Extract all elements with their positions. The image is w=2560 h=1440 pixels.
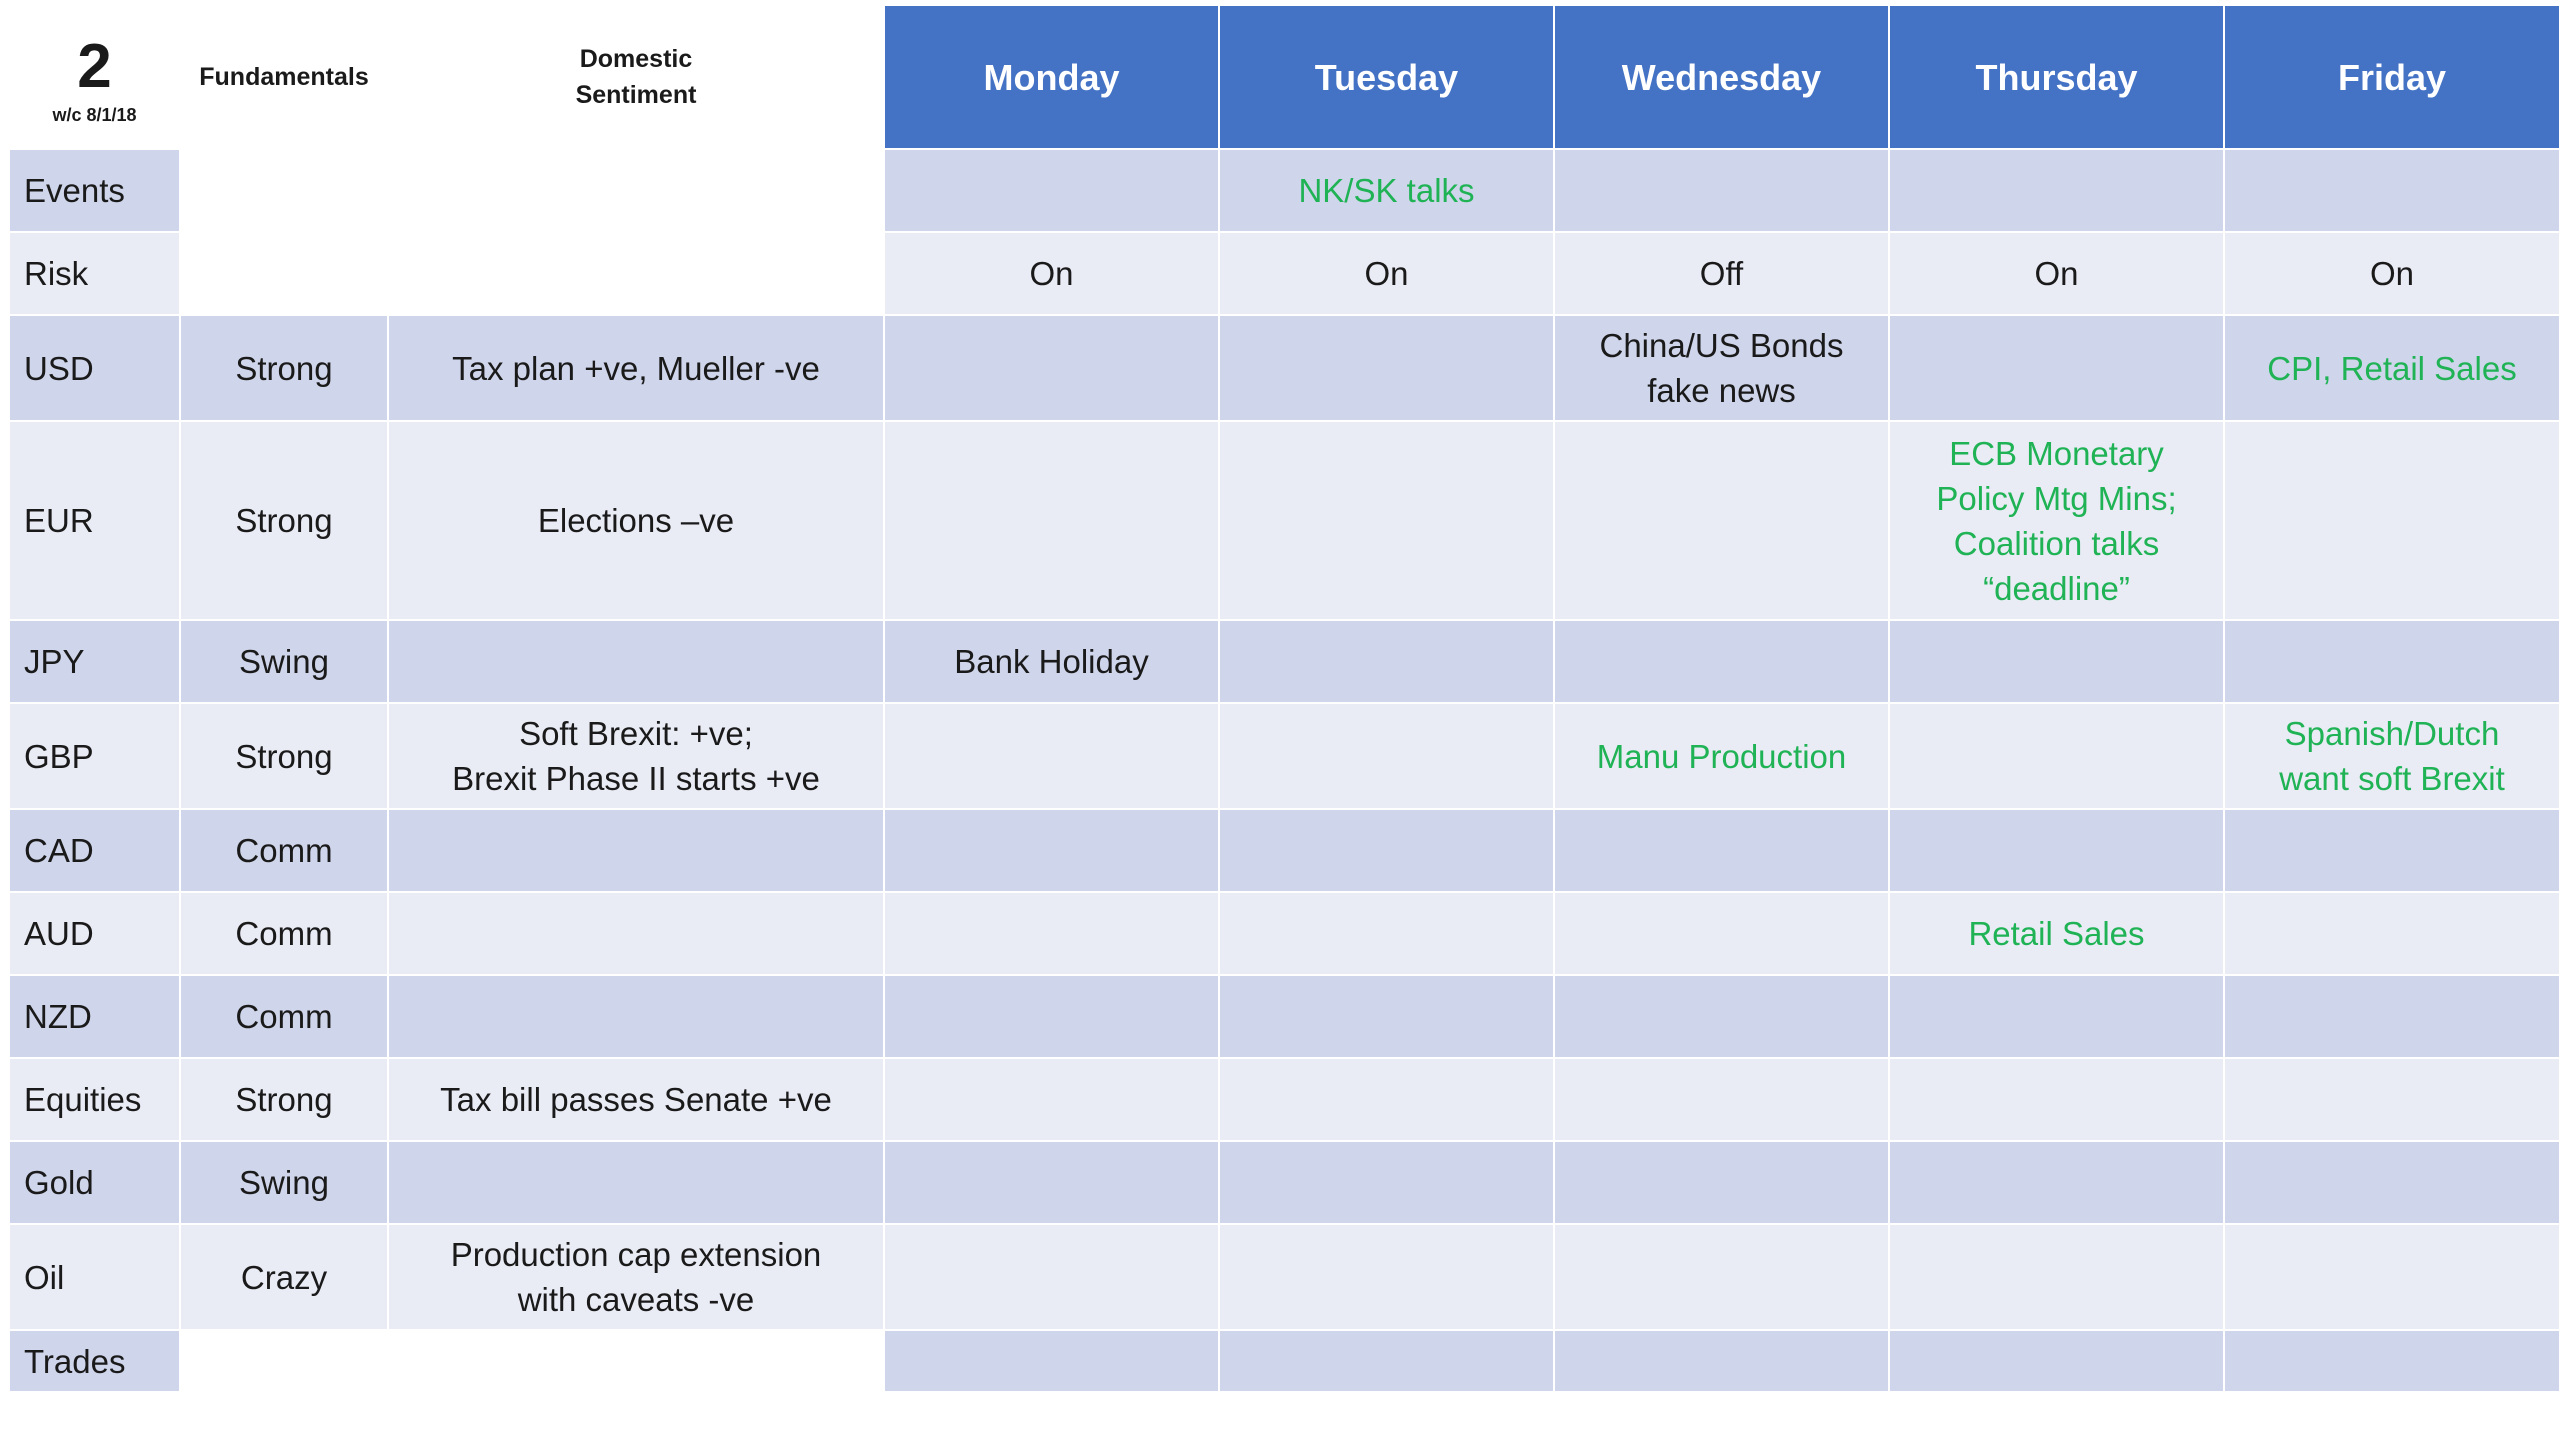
aud-fundamentals: Comm [181, 893, 387, 974]
eur-sentiment: Elections –ve [389, 422, 883, 619]
equities-tuesday [1220, 1059, 1553, 1140]
domestic-sentiment-header: Domestic Sentiment [389, 6, 883, 148]
row-label-trades: Trades [10, 1331, 179, 1391]
cad-fundamentals: Comm [181, 810, 387, 891]
oil-friday [2225, 1225, 2559, 1329]
gbp-wednesday: Manu Production [1555, 704, 1888, 808]
equities-friday [2225, 1059, 2559, 1140]
usd-fundamentals: Strong [181, 316, 387, 420]
eur-thursday: ECB Monetary Policy Mtg Mins; Coalition talks “deadline” [1890, 422, 2223, 619]
risk-friday: On [2225, 233, 2559, 314]
events-tuesday: NK/SK talks [1220, 150, 1553, 231]
usd-thursday [1890, 316, 2223, 420]
jpy-fundamentals: Swing [181, 621, 387, 702]
row-label-oil: Oil [10, 1225, 179, 1329]
trades-wednesday [1555, 1331, 1888, 1391]
row-label-jpy: JPY [10, 621, 179, 702]
usd-sentiment: Tax plan +ve, Mueller -ve [389, 316, 883, 420]
gbp-monday [885, 704, 1218, 808]
oil-thursday [1890, 1225, 2223, 1329]
cad-friday [2225, 810, 2559, 891]
equities-sentiment: Tax bill passes Senate +ve [389, 1059, 883, 1140]
row-label-risk: Risk [10, 233, 179, 314]
equities-thursday [1890, 1059, 2223, 1140]
risk-monday: On [885, 233, 1218, 314]
trades-friday [2225, 1331, 2559, 1391]
day-header-thursday: Thursday [1890, 6, 2223, 148]
gbp-tuesday [1220, 704, 1553, 808]
aud-sentiment [389, 893, 883, 974]
jpy-sentiment [389, 621, 883, 702]
trades-tuesday [1220, 1331, 1553, 1391]
risk-thursday: On [1890, 233, 2223, 314]
aud-wednesday [1555, 893, 1888, 974]
jpy-monday: Bank Holiday [885, 621, 1218, 702]
jpy-tuesday [1220, 621, 1553, 702]
week-number: 2 [77, 32, 112, 101]
risk-sentiment [389, 233, 883, 314]
risk-fundamentals [181, 233, 387, 314]
gbp-sentiment: Soft Brexit: +ve; Brexit Phase II starts +ve [389, 704, 883, 808]
nzd-wednesday [1555, 976, 1888, 1057]
eur-wednesday [1555, 422, 1888, 619]
gold-thursday [1890, 1142, 2223, 1223]
events-sentiment [389, 150, 883, 231]
aud-friday [2225, 893, 2559, 974]
usd-tuesday [1220, 316, 1553, 420]
row-label-cad: CAD [10, 810, 179, 891]
eur-fundamentals: Strong [181, 422, 387, 619]
usd-wednesday: China/US Bonds fake news [1555, 316, 1888, 420]
trades-fundamentals [181, 1331, 387, 1391]
eur-monday [885, 422, 1218, 619]
fundamentals-header: Fundamentals [181, 6, 387, 148]
events-wednesday [1555, 150, 1888, 231]
nzd-fundamentals: Comm [181, 976, 387, 1057]
weekly-planner-table [10, 6, 2555, 1383]
row-label-eur: EUR [10, 422, 179, 619]
day-header-monday: Monday [885, 6, 1218, 148]
trades-thursday [1890, 1331, 2223, 1391]
gold-wednesday [1555, 1142, 1888, 1223]
jpy-thursday [1890, 621, 2223, 702]
row-label-aud: AUD [10, 893, 179, 974]
equities-wednesday [1555, 1059, 1888, 1140]
gold-tuesday [1220, 1142, 1553, 1223]
week-corner [10, 6, 179, 148]
row-label-events: Events [10, 150, 179, 231]
cad-tuesday [1220, 810, 1553, 891]
day-header-wednesday: Wednesday [1555, 6, 1888, 148]
day-header-tuesday: Tuesday [1220, 6, 1553, 148]
usd-friday: CPI, Retail Sales [2225, 316, 2559, 420]
cad-wednesday [1555, 810, 1888, 891]
eur-friday [2225, 422, 2559, 619]
row-label-usd: USD [10, 316, 179, 420]
gbp-thursday [1890, 704, 2223, 808]
risk-wednesday: Off [1555, 233, 1888, 314]
usd-monday [885, 316, 1218, 420]
cad-monday [885, 810, 1218, 891]
nzd-sentiment [389, 976, 883, 1057]
row-label-gbp: GBP [10, 704, 179, 808]
nzd-monday [885, 976, 1218, 1057]
aud-thursday: Retail Sales [1890, 893, 2223, 974]
gold-monday [885, 1142, 1218, 1223]
oil-wednesday [1555, 1225, 1888, 1329]
equities-monday [885, 1059, 1218, 1140]
jpy-friday [2225, 621, 2559, 702]
oil-monday [885, 1225, 1218, 1329]
events-friday [2225, 150, 2559, 231]
cad-thursday [1890, 810, 2223, 891]
risk-tuesday: On [1220, 233, 1553, 314]
row-label-equities: Equities [10, 1059, 179, 1140]
equities-fundamentals: Strong [181, 1059, 387, 1140]
nzd-tuesday [1220, 976, 1553, 1057]
day-header-friday: Friday [2225, 6, 2559, 148]
gbp-fundamentals: Strong [181, 704, 387, 808]
gold-fundamentals: Swing [181, 1142, 387, 1223]
jpy-wednesday [1555, 621, 1888, 702]
gold-sentiment [389, 1142, 883, 1223]
aud-tuesday [1220, 893, 1553, 974]
trades-sentiment [389, 1331, 883, 1391]
aud-monday [885, 893, 1218, 974]
trades-monday [885, 1331, 1218, 1391]
week-date: w/c 8/1/18 [52, 105, 137, 125]
nzd-friday [2225, 976, 2559, 1057]
events-monday [885, 150, 1218, 231]
row-label-nzd: NZD [10, 976, 179, 1057]
events-fundamentals [181, 150, 387, 231]
oil-sentiment: Production cap extension with caveats -ve [389, 1225, 883, 1329]
eur-tuesday [1220, 422, 1553, 619]
gbp-friday: Spanish/Dutch want soft Brexit [2225, 704, 2559, 808]
row-label-gold: Gold [10, 1142, 179, 1223]
oil-tuesday [1220, 1225, 1553, 1329]
gold-friday [2225, 1142, 2559, 1223]
nzd-thursday [1890, 976, 2223, 1057]
oil-fundamentals: Crazy [181, 1225, 387, 1329]
cad-sentiment [389, 810, 883, 891]
events-thursday [1890, 150, 2223, 231]
